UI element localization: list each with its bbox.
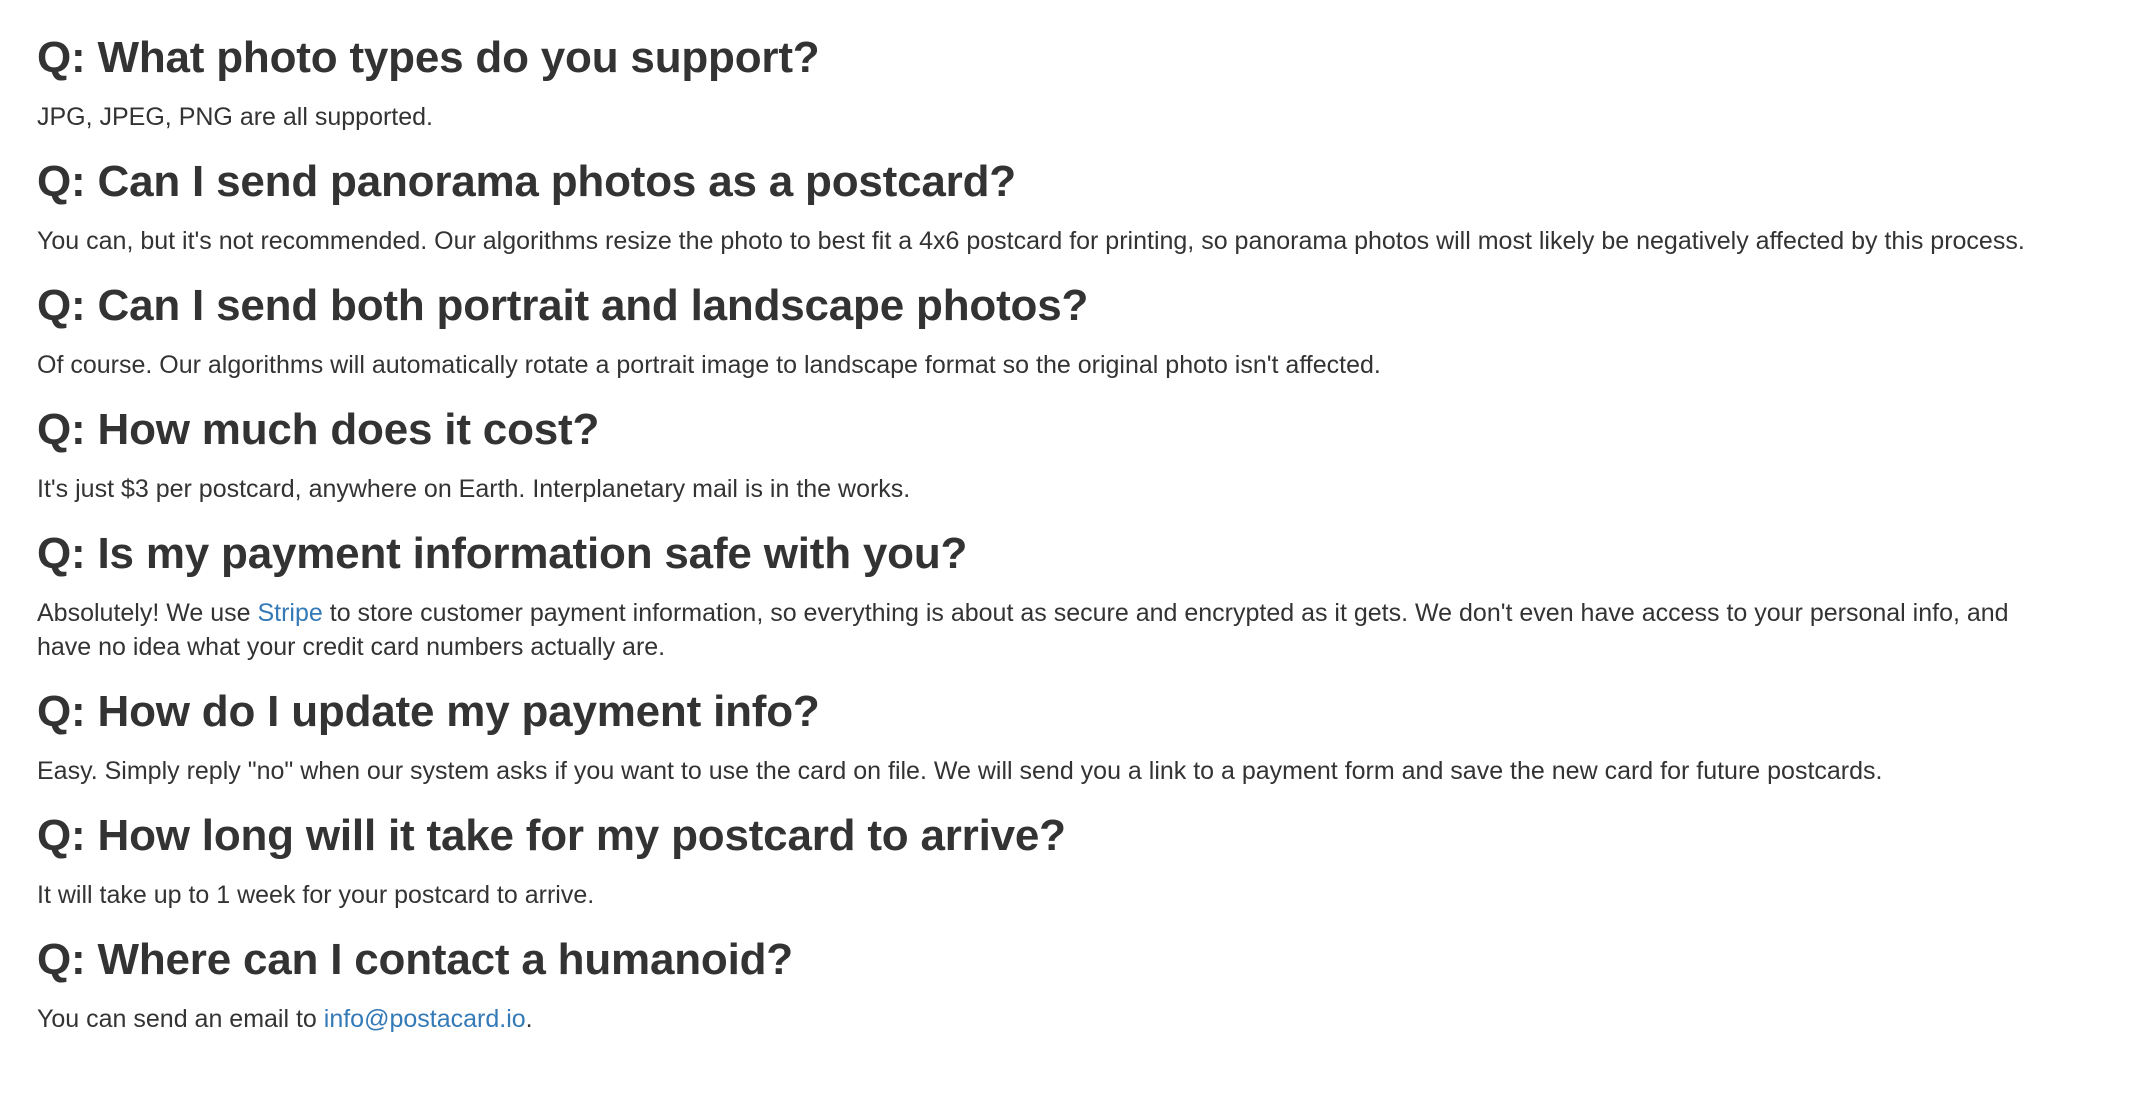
faq-answer (37, 596, 2031, 664)
faq-question: Q: Can I send panorama photos as a postcard? (37, 157, 1016, 206)
faq-answer: You can, but it's not recommended. Our algorithms resize the photo to best fit a 4x6 postcard for printing, so panorama photos will most likely be negatively affected by this process. (37, 227, 2025, 255)
faq-question: Q: How much does it cost? (37, 405, 600, 454)
faq-question: Q: Is my payment information safe with you? (37, 529, 968, 578)
answer-text-after: to store customer payment information, so everything is about as secure and encrypted as it gets. We don't even have access to your personal info, and have no idea what your credit card numbers actually are. (37, 599, 2009, 661)
faq-item-photo-types (37, 30, 2031, 134)
email-link[interactable]: info@postacard.io (323, 1005, 526, 1033)
faq-item-orientation (37, 278, 2031, 382)
faq-question: Q: Where can I contact a humanoid? (37, 935, 793, 984)
faq-question: Q: How do I update my payment info? (37, 687, 820, 736)
faq-answer: It will take up to 1 week for your postcard to arrive. (37, 881, 595, 909)
answer-text-before: You can send an email to (37, 1005, 324, 1033)
faq-answer: JPG, JPEG, PNG are all supported. (37, 103, 433, 131)
faq-item-contact (37, 932, 2031, 1036)
faq-item-panorama (37, 154, 2031, 258)
faq-answer: Of course. Our algorithms will automatically rotate a portrait image to landscape format so the original photo isn't affected. (37, 351, 1381, 379)
faq-answer: It's just $3 per postcard, anywhere on Earth. Interplanetary mail is in the works. (37, 475, 911, 503)
faq-answer (37, 1002, 2031, 1036)
answer-text-after: . (525, 1005, 533, 1033)
faq-question: Q: Can I send both portrait and landscape photos? (37, 281, 1089, 330)
faq-question: Q: How long will it take for my postcard to arrive? (37, 811, 1066, 860)
faq-item-delivery-time (37, 808, 2031, 912)
stripe-link[interactable]: Stripe (257, 599, 323, 627)
faq-question: Q: What photo types do you support? (37, 33, 820, 82)
faq-item-payment-safety (37, 526, 2031, 664)
faq-answer: Easy. Simply reply "no" when our system asks if you want to use the card on file. We will send you a link to a payment form and save the new card for future postcards. (37, 757, 1883, 785)
faq-item-update-payment (37, 684, 2031, 788)
faq-item-cost (37, 402, 2031, 506)
answer-text-before: Absolutely! We use (37, 599, 258, 627)
